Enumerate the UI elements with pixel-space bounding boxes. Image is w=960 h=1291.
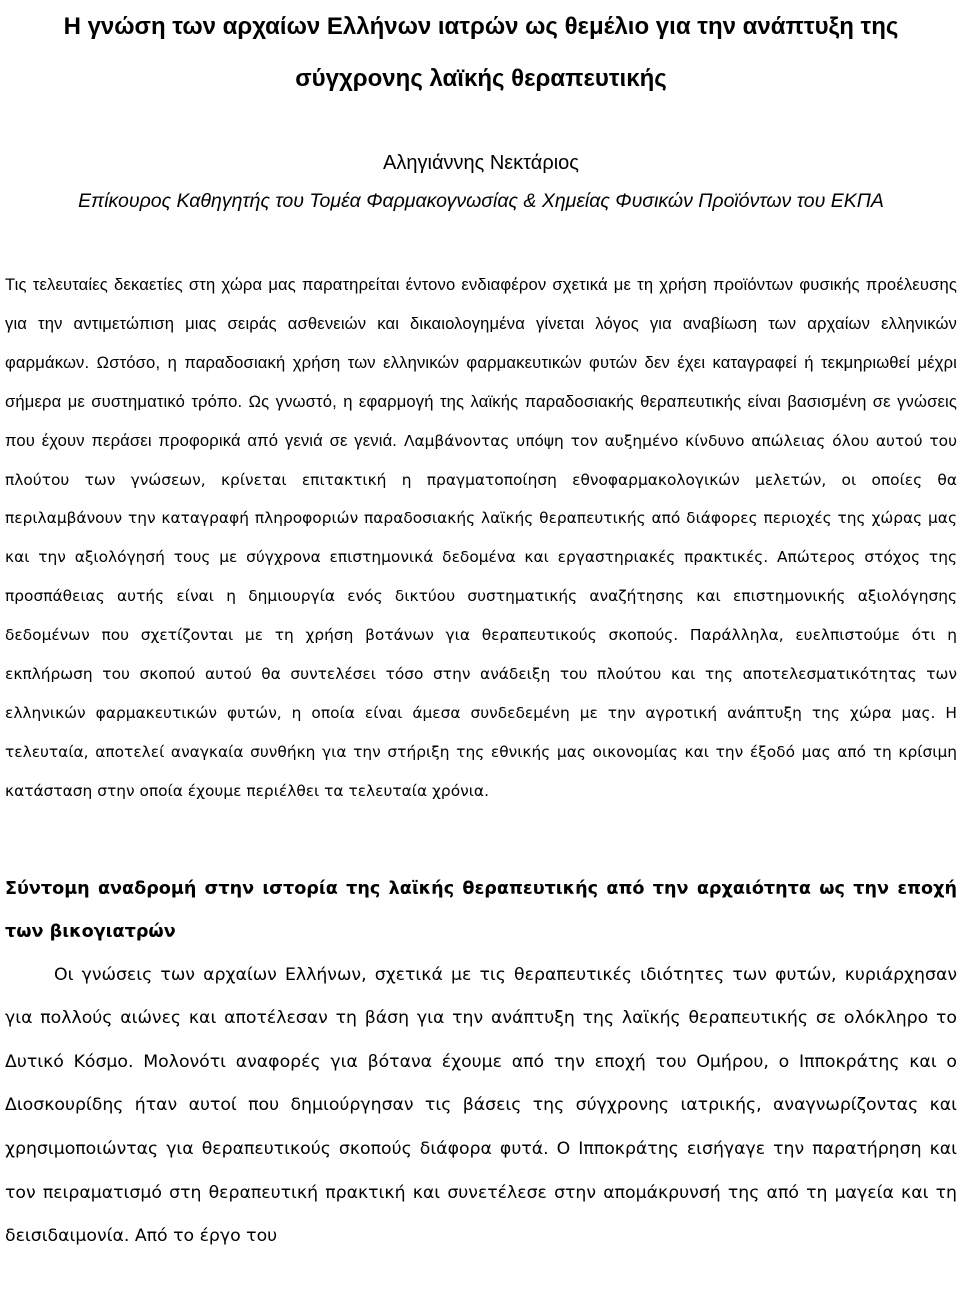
abstract-paragraph	[5, 266, 957, 811]
document-title: Η γνώση των αρχαίων Ελλήνων ιατρών ως θεμέλιο για την ανάπτυξη της σύγχρονης λαϊκής θεραπευτικής	[63, 13, 899, 92]
abstract-rest-text: Λαμβάνοντας υπόψη τον αυξημένο κίνδυνο απώλειας όλου αυτού του πλούτου των γνώσεων, κρίνεται επιτακτική η πραγματοποίηση εθνοφαρμακολογικών μελετών, οι οποίες θα περιλαμβάνουν την καταγραφή πληροφοριών παραδοσιακής λαϊκής θεραπευτικής από διάφορες περιοχές της χώρας μας και την αξιολόγησή τους με σύγχρονα επιστημονικά δεδομένα και εργαστηριακές πρακτικές. Απώτερος στόχος της προσπάθειας αυτής είναι η δημιουργία ενός δικτύου συστηματικής αναζήτησης και επιστημονικής αξιολόγησης δεδομένων που σχετίζονται με τη χρήση βοτάνων για θεραπευτικούς σκοπούς. Παράλληλα, ευελπιστούμε ότι η εκπλήρωση του σκοπού αυτού θα συντελέσει τόσο στην ανάδειξη του πλούτου και της αποτελεσματικότητας των ελληνικών φαρμακευτικών φυτών, η οποία είναι άμεσα συνδεδεμένη με την αγροτική ανάπτυξη της χώρα μας. Η τελευταία, αποτελεί αναγκαία συνθήκη για την στήριξη της εθνικής μας οικονομίας και την έξοδό μας από τη κρίσιμη κατάσταση στην οποία έχουμε περιέλθει τα τελευταία χρόνια.	[5, 431, 957, 800]
author-affiliation: Επίκουρος Καθηγητής του Τομέα Φαρμακογνωσίας & Χημείας Φυσικών Προϊόντων του ΕΚΠΑ	[78, 190, 884, 212]
author-name: Αληγιάννης Νεκτάριος	[383, 152, 579, 174]
abstract-lead-text: Τις τελευταίες δεκαετίες στη χώρα μας παρατηρείται έντονο ενδιαφέρον σχετικά με τη χρήση προϊόντων φυσικής προέλευσης για την αντιμετώπιση μιας σειράς ασθενειών και δικαιολογημένα γίνεται λόγος για αναβίωση των αρχαίων ελληνικών φαρμάκων. Ωστόσο, η παραδοσιακή χρήση των ελληνικών φαρμακευτικών φυτών δεν έχει καταγραφεί ή τεκμηριωθεί μέχρι σήμερα με συστηματικό τρόπο. Ως γνωστό, η εφαρμογή της λαϊκής παραδοσιακής θεραπευτικής είναι βασισμένη σε γνώσεις που έχουν περάσει προφορικά από γενιά σε γενιά.	[5, 275, 957, 450]
body-paragraph: Οι γνώσεις των αρχαίων Ελλήνων, σχετικά με τις θεραπευτικές ιδιότητες των φυτών, κυριάρχησαν για πολλούς αιώνες και αποτέλεσαν τη βάση για την ανάπτυξη της λαϊκής θεραπευτικής σε ολόκληρο το Δυτικό Κόσμο. Μολονότι αναφορές για βότανα έχουμε από την εποχή του Ομήρου, ο Ιπποκράτης και ο Διοσκουρίδης ήταν αυτοί που δημιούργησαν τις βάσεις της σύγχρονης ιατρικής, αναγνωρίζοντας και χρησιμοποιώντας για θεραπευτικούς σκοπούς διάφορα φυτά. Ο Ιπποκράτης εισήγαγε την παρατήρηση και τον πειραματισμό στη θεραπευτική πρακτική και συνετέλεσε στην απομάκρυνσή της από τη μαγεία και τη δεισιδαιμονία. Από το έργο του	[5, 964, 957, 1247]
section-heading: Σύντομη αναδρομή στην ιστορία της λαϊκής θεραπευτικής από την αρχαιότητα ως την εποχή των βικογιατρών	[5, 878, 957, 942]
